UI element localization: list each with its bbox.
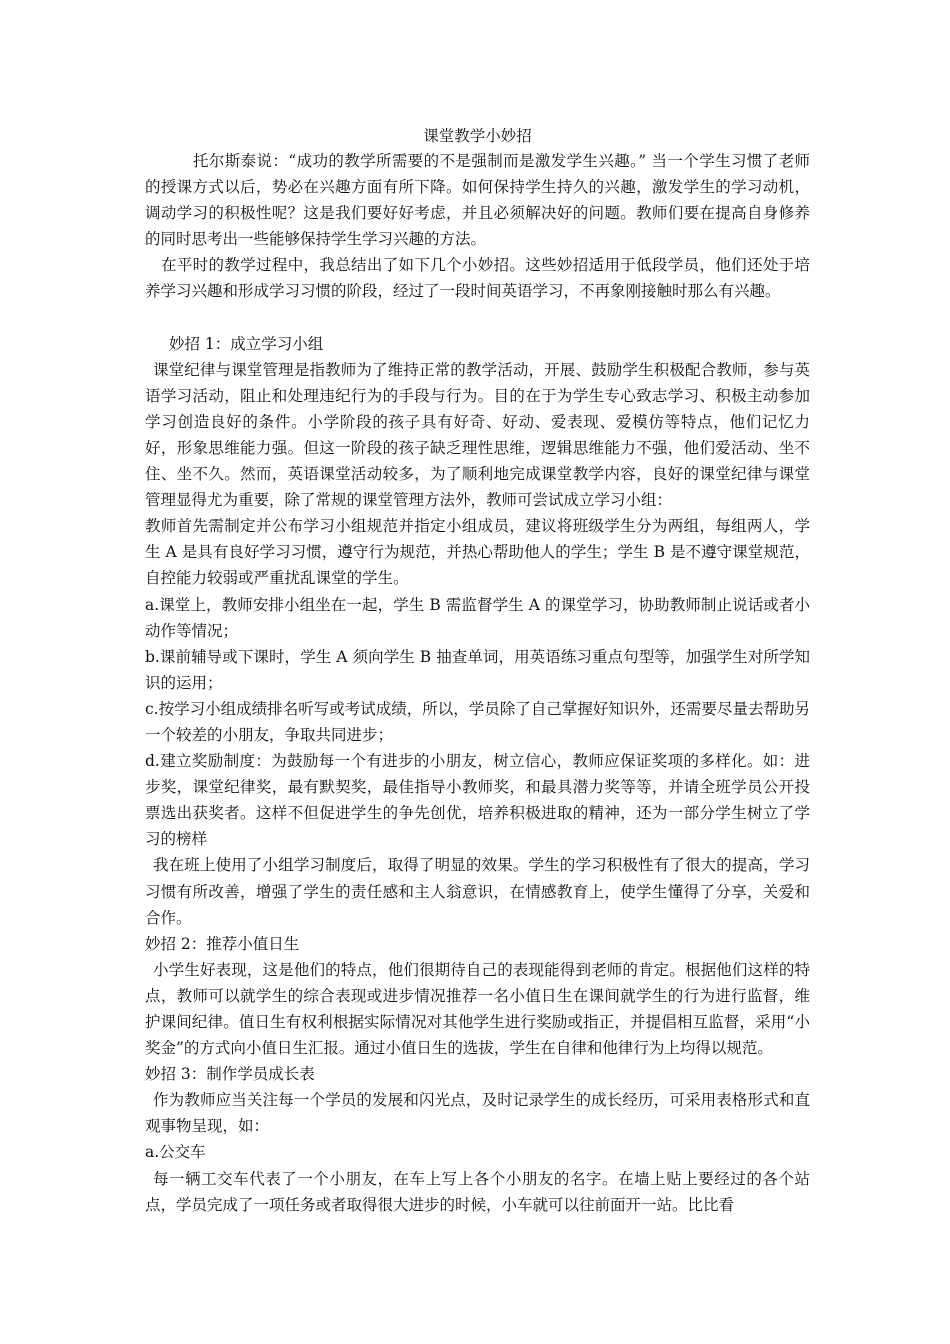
paragraph-bus: 每一辆工交车代表了一个小朋友，在车上写上各个小朋友的名字。在墙上贴上要经过的各个站点，学员完成了一项任务或者取得很大进步的时候，小车就可以往前面开一站。比比看 <box>145 1169 810 1214</box>
section-heading-tip-2: 妙招 2：推荐小值日生 <box>145 934 300 953</box>
list-item-c: c.按学习小组成绩排名听写或考试成绩，所以，学员除了自己掌握好知识外，还需要尽量去帮助另一个较差的小朋友，争取共同进步； <box>145 699 810 744</box>
paragraph-intro: 托尔斯泰说：“成功的教学所需要的不是强制而是激发学生兴趣。” 当一个学生习惯了老师的授课方式以后，势必在兴趣方面有所下降。如何保持学生持久的兴趣，激发学生的学习动机，调动学习的积极性呢？这是我们要好好考虑，并且必须解决好的问题。教师们要在提高自身修养的同时思考出一些能够保持学生学习兴趣的方法。 <box>145 152 810 249</box>
paragraph-growth-chart: 作为教师应当关注每一个学员的发展和闪光点，及时记录学生的成长经历，可采用表格形式和直观事物呈现，如： <box>145 1091 810 1136</box>
paragraph-overview: 在平时的教学过程中，我总结出了如下几个小妙招。这些妙招适用于低段学员，他们还处于培养学习兴趣和形成学习习惯的阶段，经过了一段时间英语学习，不再象刚接触时那么有兴趣。 <box>145 256 810 301</box>
section-heading-tip-3: 妙招 3：制作学员成长表 <box>145 1065 315 1084</box>
paragraph-group-rules: 教师首先需制定并公布学习小组规范并指定小组成员，建议将班级学生分为两组，每组两人，学生 A 是具有良好学习习惯，遵守行为规范，并热心帮助他人的学生；学生 B 是不遵守课堂规范，自控能力较弱或严重扰乱课堂的学生。 <box>145 517 810 588</box>
list-item-a: a.课堂上，教师安排小组坐在一起，学生 B 需监督学生 A 的课堂学习，协助教师制止说话或者小动作等情况； <box>145 595 810 640</box>
document-title: 课堂教学小妙招 <box>423 127 532 145</box>
document-page <box>145 124 810 1218</box>
paragraph-results: 我在班上使用了小组学习制度后，取得了明显的效果。学生的学习积极性有了很大的提高，学习习惯有所改善，增强了学生的责任感和主人翁意识，在情感教育上，使学生懂得了分享，关爱和合作。 <box>145 856 810 927</box>
list-item-d: d.建立奖励制度：为鼓励每一个有进步的小朋友，树立信心，教师应保证奖项的多样化。如：进步奖，课堂纪律奖，最有默契奖，最佳指导小教师奖，和最具潜力奖等等，并请全班学员公开投票选出获奖者。这样不但促进学生的争先创优，培养积极进取的精神，还为一部分学生树立了学习的榜样 <box>145 752 810 849</box>
paragraph-classroom-discipline: 课堂纪律与课堂管理是指教师为了维持正常的教学活动，开展、鼓励学生积极配合教师，参与英语学习活动，阻止和处理违纪行为的手段与行为。目的在于为学生专心致志学习、积极主动参加学习创造良好的条件。小学阶段的孩子具有好奇、好动、爱表现、爱模仿等特点，他们记忆力好，形象思维能力强。但这一阶段的孩子缺乏理性思维，逻辑思维能力不强，他们爱活动、坐不住、坐不久。然而，英语课堂活动较多，为了顺利地完成课堂教学内容，良好的课堂纪律与课堂管理显得尤为重要，除了常规的课堂管理方法外，教师可尝试成立学习小组： <box>145 360 810 510</box>
blank-line <box>145 305 810 331</box>
section-heading-tip-1: 妙招 1：成立学习小组 <box>169 334 324 353</box>
list-item-bus: a.公交车 <box>145 1143 206 1162</box>
list-item-b: b.课前辅导或下课时，学生 A 须向学生 B 抽查单词，用英语练习重点句型等，加强学生对所学知识的运用； <box>145 647 810 692</box>
paragraph-monitor: 小学生好表现，这是他们的特点，他们很期待自己的表现能得到老师的肯定。根据他们这样的特点，教师可以就学生的综合表现或进步情况推荐一名小值日生在课间就学生的行为进行监督，维护课间纪律。值日生有权利根据实际情况对其他学生进行奖励或指正，并提倡相互监督，采用“小奖金”的方式向小值日生汇报。通过小值日生的选拔，学生在自律和他律行为上均得以规范。 <box>145 960 810 1058</box>
